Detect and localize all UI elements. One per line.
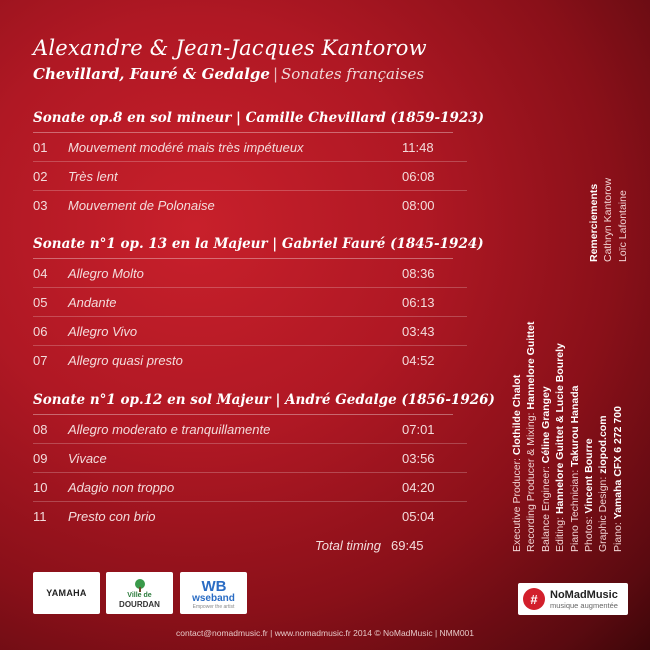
track-row[interactable] [33, 259, 453, 288]
yamaha-logo-text: YAMAHA [46, 588, 87, 598]
track-title: Mouvement modéré mais très impétueux [68, 140, 304, 155]
credit-role: Piano: [611, 519, 624, 552]
track-row[interactable] [33, 191, 453, 220]
track-number: 05 [33, 295, 48, 310]
track-number: 08 [33, 422, 48, 437]
album-name: Sonates françaises [281, 65, 425, 83]
track-duration: 04:20 [402, 480, 435, 495]
nomadmusic-mark-icon: # [523, 588, 545, 610]
track-duration: 03:56 [402, 451, 435, 466]
track-duration: 07:01 [402, 422, 435, 437]
nomadmusic-logo [518, 583, 628, 615]
track-title: Allegro Molto [68, 266, 144, 281]
track-title: Presto con brio [68, 509, 156, 524]
track-title: Adagio non troppo [68, 480, 175, 495]
wseband-mark-icon [199, 577, 229, 594]
credit-name: ziopod.com [597, 415, 610, 474]
credit-line [596, 322, 610, 553]
track-row[interactable] [33, 133, 453, 162]
tree-icon [131, 578, 149, 592]
track-number: 10 [33, 480, 48, 495]
sonata-title: Sonate n°1 op. 13 en la Majeur | Gabriel Fauré (1845-1924) [33, 236, 484, 252]
credit-name: Hannelore Guittet [525, 321, 538, 410]
track-row[interactable] [33, 346, 453, 375]
svg-text:WB: WB [201, 577, 226, 594]
track-number: 07 [33, 353, 48, 368]
track-row[interactable] [33, 288, 453, 317]
album-artist-title: Alexandre & Jean-Jacques Kantorow [33, 36, 427, 60]
track-duration: 03:43 [402, 324, 435, 339]
credit-role: Piano Technician: [568, 466, 581, 552]
track-duration: 04:52 [402, 353, 435, 368]
nomadmusic-tagline: musique augmentée [550, 600, 618, 610]
wseband-logo-name: wseband [192, 592, 235, 604]
credit-line [524, 322, 538, 553]
track-title: Andante [68, 295, 117, 310]
credit-line [510, 322, 524, 553]
track-duration: 08:36 [402, 266, 435, 281]
total-timing [315, 538, 424, 553]
dourdan-logo-line2: DOURDAN [119, 599, 160, 609]
track-title: Allegro moderato e tranquillamente [68, 422, 271, 437]
track-row[interactable] [33, 317, 453, 346]
track-title: Allegro quasi presto [68, 353, 183, 368]
track-number: 09 [33, 451, 48, 466]
credit-name: Takurou Hanada [568, 385, 581, 467]
sonata-title: Sonate n°1 op.12 en sol Majeur | André Gedalge (1856-1926) [33, 392, 495, 408]
track-row[interactable] [33, 502, 453, 531]
sonata-section-gedalge [33, 392, 495, 531]
sonata-section-chevillard [33, 110, 485, 220]
track-title: Mouvement de Polonaise [68, 198, 215, 213]
credit-name: Vincent Bourre [583, 438, 596, 514]
track-number: 02 [33, 169, 48, 184]
track-duration: 08:00 [402, 198, 435, 213]
sonata-title: Sonate op.8 en sol mineur | Camille Chevillard (1859-1923) [33, 110, 485, 126]
wseband-logo-tagline: Empower the artist [192, 603, 235, 610]
track-title: Vivace [68, 451, 107, 466]
nomadmusic-name: NoMadMusic [550, 588, 618, 601]
track-title: Allegro Vivo [68, 324, 138, 339]
yamaha-logo [33, 572, 100, 614]
track-duration: 06:13 [402, 295, 435, 310]
credit-line [553, 322, 567, 553]
track-number: 03 [33, 198, 48, 213]
total-timing-label: Total timing [315, 538, 381, 553]
track-duration: 06:08 [402, 169, 435, 184]
footer-contact: contact@nomadmusic.fr | www.nomadmusic.fr 2014 © NoMadMusic | NMM001 [175, 628, 475, 638]
track-title: Très lent [68, 169, 118, 184]
total-timing-value: 69:45 [391, 538, 424, 553]
credit-role: Recording Producer & Mixing: [525, 409, 538, 552]
track-number: 11 [33, 509, 47, 524]
credit-name: Yamaha CFX 6 272 700 [611, 406, 624, 520]
credit-line [611, 322, 625, 553]
composers-label: Chevillard, Fauré & Gedalge [33, 65, 270, 83]
track-number: 04 [33, 266, 48, 281]
credit-line [582, 322, 596, 553]
subtitle-separator: | [272, 65, 278, 83]
credit-role: Graphic Design: [597, 473, 610, 552]
track-row[interactable] [33, 444, 453, 473]
credit-name: Clothilde Chalot [511, 374, 523, 456]
thanks-title: Remerciements [588, 183, 600, 262]
track-row[interactable] [33, 162, 453, 191]
track-number: 06 [33, 324, 48, 339]
track-row[interactable] [33, 473, 453, 502]
track-row[interactable] [33, 415, 453, 444]
credit-role: Balance Engineer: [539, 463, 552, 552]
dourdan-logo [106, 572, 173, 614]
track-number: 01 [33, 140, 48, 155]
track-duration: 05:04 [402, 509, 435, 524]
credit-line [568, 322, 582, 553]
credit-name: Hannelore Guittet & Lucie Bourely [554, 343, 567, 515]
wseband-logo [180, 572, 247, 614]
album-subtitle [33, 65, 424, 83]
track-duration: 11:48 [402, 140, 434, 155]
credit-role: Photos: [583, 513, 596, 552]
sonata-section-faure [33, 236, 484, 375]
credit-name: Céline Grangey [539, 386, 552, 464]
credit-line [539, 322, 553, 553]
credit-role: Executive Producer: [511, 455, 523, 552]
dourdan-logo-line1: Ville de [127, 591, 152, 599]
thanks-name: Cathryn Kantorow [602, 177, 615, 262]
thanks-name: Loïc Lafontaine [616, 190, 629, 262]
credit-role: Editing: [554, 514, 567, 552]
